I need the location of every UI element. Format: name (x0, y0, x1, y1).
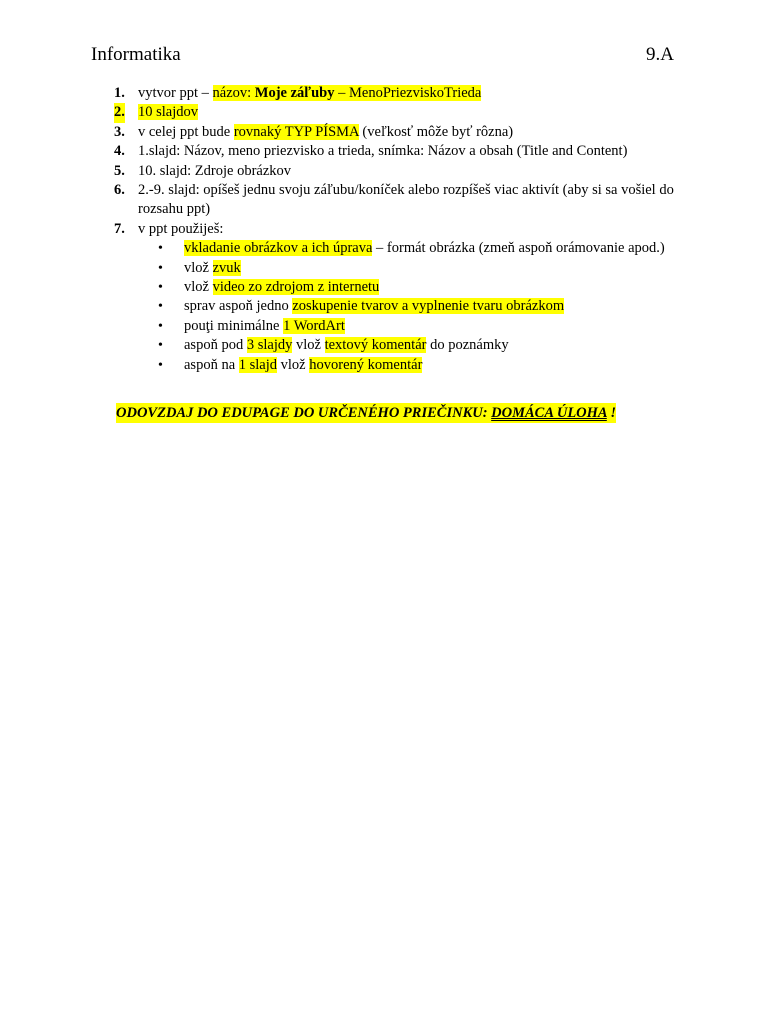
highlighted-text: 3 slajdy (246, 337, 293, 354)
item-number: 7. (114, 220, 125, 237)
item-number: 4. (114, 143, 125, 160)
item-number: 6. (114, 182, 125, 199)
submission-instruction: ODOVZDAJ DO EDUPAGE DO URČENÉHO PRIEČINKU: DOMÁCA ÚLOHA ! (116, 405, 617, 421)
highlighted-text: textový komentár (324, 337, 427, 354)
class-label: 9.A (646, 44, 674, 65)
highlighted-text: rovnaký TYP PÍSMA (233, 123, 359, 140)
list-item: 6. 2.-9. slajd: opíšeš jednu svoju záľubu/koníček alebo rozpíšeš viac aktivít (aby si sa vošiel do rozsahu ppt) (114, 182, 674, 218)
highlighted-text: 1 WordArt (283, 317, 345, 334)
highlighted-text: vkladanie obrázkov a ich úprava (184, 240, 373, 257)
subject-title: Informatika (91, 44, 181, 65)
highlighted-text: zoskupenie tvarov a vyplnenie tvaru obrázkom (292, 298, 565, 315)
sub-list-item: • aspoň na 1 slajd vlož hovorený komentár (0, 356, 674, 375)
sub-list-item: • vlož zvuk (0, 259, 674, 278)
bullet-icon: • (158, 280, 163, 296)
bullet-icon: • (158, 241, 163, 257)
sub-list-item: • sprav aspoň jedno zoskupenie tvarov a vyplnenie tvaru obrázkom (0, 297, 674, 316)
list-item (0, 103, 678, 122)
bullet-icon: • (158, 338, 163, 354)
item-number: 1. (114, 85, 125, 101)
bullet-icon: • (158, 260, 163, 276)
sub-list-item: • vkladanie obrázkov a ich úprava – formát obrázka (zmeň aspoň orámovanie apod.) (0, 239, 674, 258)
list-item: 4. 1.slajd: Názov, meno priezvisko a trieda, snímka: Názov a obsah (Title and Content) (0, 142, 678, 161)
sub-list-item: • pouţi minimálne 1 WordArt (0, 317, 674, 336)
bullet-icon: • (158, 357, 163, 373)
item-number: 5. (114, 162, 125, 179)
item-number: 2. (114, 103, 125, 122)
task-list (0, 84, 768, 375)
sub-list-item: • vlož video zo zdrojom z internetu (0, 278, 674, 297)
bullet-icon: • (158, 299, 163, 315)
sub-list-item: • aspoň pod 3 slajdy vlož textový komentár do poznámky (0, 336, 674, 355)
highlighted-text: video zo zdrojom z internetu (212, 279, 380, 296)
homework-emphasis: DOMÁCA ÚLOHA (491, 405, 607, 421)
highlighted-text: hovorený komentár (309, 356, 423, 373)
highlighted-text: 10 slajdov (138, 104, 199, 121)
highlighted-text: zvuk (212, 259, 241, 276)
list-item: 1. vytvor ppt – názov: Moje záľuby – MenoPriezviskoTrieda (0, 84, 678, 103)
list-item: 7. v ppt použiješ: (0, 220, 678, 239)
bullet-icon: • (158, 318, 163, 334)
list-item: 3. v celej ppt bude rovnaký TYP PÍSMA (veľkosť môže byť rôzna) (0, 123, 678, 142)
highlighted-text: 1 slajd (238, 356, 278, 373)
highlighted-text: názov: Moje záľuby – MenoPriezviskoTrieda (212, 85, 482, 101)
item-number: 3. (114, 123, 125, 140)
list-item: 5. 10. slajd: Zdroje obrázkov (0, 162, 678, 181)
